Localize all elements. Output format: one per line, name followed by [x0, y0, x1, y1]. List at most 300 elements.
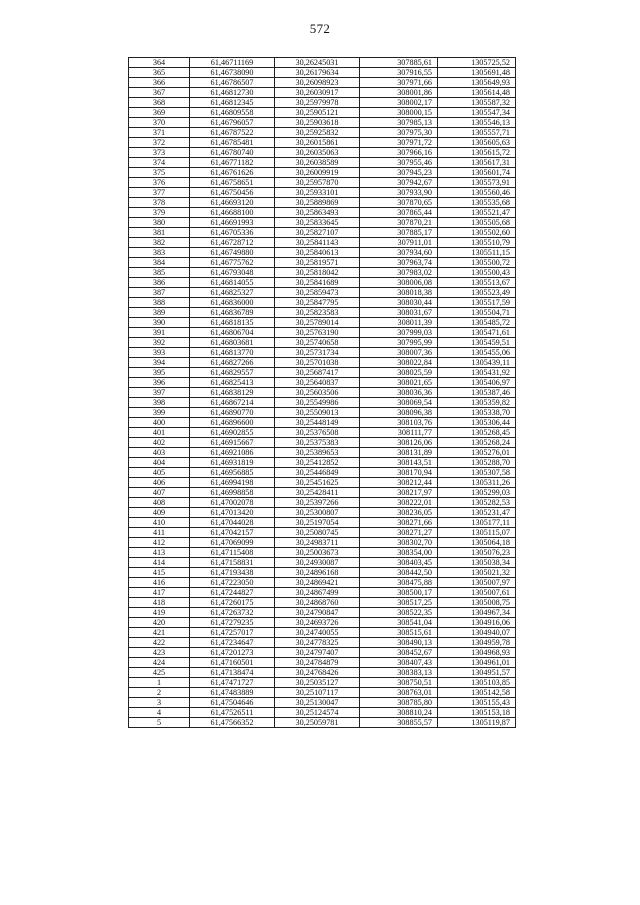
- point-number-cell: 401: [129, 428, 190, 438]
- table-row: [129, 138, 516, 148]
- y-coordinate-cell: 1305557,71: [438, 128, 516, 138]
- table-row: [129, 308, 516, 318]
- x-coordinate-cell: 308000,15: [360, 108, 438, 118]
- page-number: 572: [309, 21, 331, 36]
- longitude-cell: 30,25841689: [275, 278, 360, 288]
- point-number-cell: 410: [129, 518, 190, 528]
- y-coordinate-cell: 1305605,63: [438, 138, 516, 148]
- longitude-cell: 30,25451625: [275, 478, 360, 488]
- latitude-cell: 61,46771182: [190, 158, 275, 168]
- latitude-cell: 61,46994198: [190, 478, 275, 488]
- x-coordinate-cell: 308442,50: [360, 568, 438, 578]
- latitude-cell: 61,46836000: [190, 298, 275, 308]
- longitude-cell: 30,25446849: [275, 468, 360, 478]
- y-coordinate-cell: 1305510,79: [438, 238, 516, 248]
- y-coordinate-cell: 1305504,71: [438, 308, 516, 318]
- longitude-cell: 30,25763190: [275, 328, 360, 338]
- latitude-cell: 61,46749880: [190, 248, 275, 258]
- x-coordinate-cell: 307942,67: [360, 178, 438, 188]
- y-coordinate-cell: 1305007,97: [438, 578, 516, 588]
- x-coordinate-cell: 308103,76: [360, 418, 438, 428]
- y-coordinate-cell: 1305505,68: [438, 218, 516, 228]
- x-coordinate-cell: 308025,59: [360, 368, 438, 378]
- point-number-cell: 421: [129, 628, 190, 638]
- x-coordinate-cell: 308006,08: [360, 278, 438, 288]
- longitude-cell: 30,24869421: [275, 578, 360, 588]
- y-coordinate-cell: 1305115,07: [438, 528, 516, 538]
- table-row: [129, 468, 516, 478]
- table-row: [129, 178, 516, 188]
- table-row: [129, 488, 516, 498]
- table-row: [129, 578, 516, 588]
- longitude-cell: 30,26179634: [275, 68, 360, 78]
- point-number-cell: 409: [129, 508, 190, 518]
- table-row: [129, 118, 516, 128]
- y-coordinate-cell: 1305311,26: [438, 478, 516, 488]
- x-coordinate-cell: 308500,17: [360, 588, 438, 598]
- table-row: [129, 688, 516, 698]
- longitude-cell: 30,25080745: [275, 528, 360, 538]
- table-row: [129, 698, 516, 708]
- x-coordinate-cell: 307971,72: [360, 138, 438, 148]
- point-number-cell: 424: [129, 658, 190, 668]
- latitude-cell: 61,47504646: [190, 698, 275, 708]
- y-coordinate-cell: 1305288,70: [438, 458, 516, 468]
- point-number-cell: 417: [129, 588, 190, 598]
- x-coordinate-cell: 308302,70: [360, 538, 438, 548]
- longitude-cell: 30,25789014: [275, 318, 360, 328]
- table-row: [129, 338, 516, 348]
- point-number-cell: 367: [129, 88, 190, 98]
- latitude-cell: 61,46825413: [190, 378, 275, 388]
- x-coordinate-cell: 308031,67: [360, 308, 438, 318]
- table-row: [129, 168, 516, 178]
- point-number-cell: 382: [129, 238, 190, 248]
- longitude-cell: 30,24930087: [275, 558, 360, 568]
- longitude-cell: 30,24868760: [275, 598, 360, 608]
- y-coordinate-cell: 1305064,18: [438, 538, 516, 548]
- table-row: [129, 718, 516, 728]
- point-number-cell: 5: [129, 718, 190, 728]
- table-row: [129, 438, 516, 448]
- table-row: [129, 328, 516, 338]
- table-row: [129, 218, 516, 228]
- point-number-cell: 422: [129, 638, 190, 648]
- coordinates-table-body: [129, 58, 516, 728]
- latitude-cell: 61,46915667: [190, 438, 275, 448]
- point-number-cell: 395: [129, 368, 190, 378]
- y-coordinate-cell: 1305485,72: [438, 318, 516, 328]
- latitude-cell: 61,46775762: [190, 258, 275, 268]
- longitude-cell: 30,24797407: [275, 648, 360, 658]
- point-number-cell: 388: [129, 298, 190, 308]
- longitude-cell: 30,25701038: [275, 358, 360, 368]
- latitude-cell: 61,46812730: [190, 88, 275, 98]
- latitude-cell: 61,46806704: [190, 328, 275, 338]
- longitude-cell: 30,25823583: [275, 308, 360, 318]
- table-row: [129, 268, 516, 278]
- latitude-cell: 61,47471727: [190, 678, 275, 688]
- x-coordinate-cell: 307885,61: [360, 58, 438, 68]
- longitude-cell: 30,25003673: [275, 548, 360, 558]
- y-coordinate-cell: 1304959,78: [438, 638, 516, 648]
- longitude-cell: 30,25300807: [275, 508, 360, 518]
- latitude-cell: 61,47566352: [190, 718, 275, 728]
- y-coordinate-cell: 1305500,72: [438, 258, 516, 268]
- point-number-cell: 2: [129, 688, 190, 698]
- table-row: [129, 538, 516, 548]
- x-coordinate-cell: 308021,65: [360, 378, 438, 388]
- y-coordinate-cell: 1305614,48: [438, 88, 516, 98]
- x-coordinate-cell: 308170,94: [360, 468, 438, 478]
- x-coordinate-cell: 308143,51: [360, 458, 438, 468]
- x-coordinate-cell: 308217,97: [360, 488, 438, 498]
- x-coordinate-cell: 308541,04: [360, 618, 438, 628]
- point-number-cell: 400: [129, 418, 190, 428]
- x-coordinate-cell: 307999,03: [360, 328, 438, 338]
- x-coordinate-cell: 307916,55: [360, 68, 438, 78]
- latitude-cell: 61,46813770: [190, 348, 275, 358]
- longitude-cell: 30,25428411: [275, 488, 360, 498]
- x-coordinate-cell: 308131,89: [360, 448, 438, 458]
- longitude-cell: 30,24778325: [275, 638, 360, 648]
- point-number-cell: 416: [129, 578, 190, 588]
- table-row: [129, 98, 516, 108]
- point-number-cell: 386: [129, 278, 190, 288]
- point-number-cell: 364: [129, 58, 190, 68]
- longitude-cell: 30,25859473: [275, 288, 360, 298]
- point-number-cell: 383: [129, 248, 190, 258]
- y-coordinate-cell: 1305546,13: [438, 118, 516, 128]
- latitude-cell: 61,47044028: [190, 518, 275, 528]
- table-row: [129, 478, 516, 488]
- x-coordinate-cell: 307933,90: [360, 188, 438, 198]
- coordinates-table: [128, 57, 516, 728]
- latitude-cell: 61,46825327: [190, 288, 275, 298]
- latitude-cell: 61,47042157: [190, 528, 275, 538]
- y-coordinate-cell: 1305521,47: [438, 208, 516, 218]
- table-row: [129, 628, 516, 638]
- table-row: [129, 188, 516, 198]
- latitude-cell: 61,46705336: [190, 228, 275, 238]
- y-coordinate-cell: 1305268,24: [438, 438, 516, 448]
- latitude-cell: 61,47263732: [190, 608, 275, 618]
- longitude-cell: 30,25833645: [275, 218, 360, 228]
- x-coordinate-cell: 308810,24: [360, 708, 438, 718]
- x-coordinate-cell: 308354,00: [360, 548, 438, 558]
- x-coordinate-cell: 308022,84: [360, 358, 438, 368]
- longitude-cell: 30,25375383: [275, 438, 360, 448]
- latitude-cell: 61,47158831: [190, 558, 275, 568]
- x-coordinate-cell: 308522,35: [360, 608, 438, 618]
- latitude-cell: 61,46818135: [190, 318, 275, 328]
- latitude-cell: 61,46829557: [190, 368, 275, 378]
- y-coordinate-cell: 1304967,34: [438, 608, 516, 618]
- latitude-cell: 61,46693120: [190, 198, 275, 208]
- x-coordinate-cell: 307911,01: [360, 238, 438, 248]
- y-coordinate-cell: 1304940,07: [438, 628, 516, 638]
- point-number-cell: 369: [129, 108, 190, 118]
- latitude-cell: 61,47193438: [190, 568, 275, 578]
- y-coordinate-cell: 1304968,93: [438, 648, 516, 658]
- longitude-cell: 30,25979978: [275, 98, 360, 108]
- latitude-cell: 61,46761626: [190, 168, 275, 178]
- point-number-cell: 3: [129, 698, 190, 708]
- latitude-cell: 61,46867214: [190, 398, 275, 408]
- x-coordinate-cell: 308785,80: [360, 698, 438, 708]
- point-number-cell: 423: [129, 648, 190, 658]
- x-coordinate-cell: 308222,01: [360, 498, 438, 508]
- table-row: [129, 198, 516, 208]
- y-coordinate-cell: 1305517,59: [438, 298, 516, 308]
- y-coordinate-cell: 1305008,75: [438, 598, 516, 608]
- latitude-cell: 61,46758651: [190, 178, 275, 188]
- latitude-cell: 61,46998858: [190, 488, 275, 498]
- x-coordinate-cell: 308011,39: [360, 318, 438, 328]
- point-number-cell: 391: [129, 328, 190, 338]
- point-number-cell: 420: [129, 618, 190, 628]
- x-coordinate-cell: 308002,17: [360, 98, 438, 108]
- table-row: [129, 388, 516, 398]
- y-coordinate-cell: 1305299,03: [438, 488, 516, 498]
- table-row: [129, 78, 516, 88]
- y-coordinate-cell: 1305439,11: [438, 358, 516, 368]
- longitude-cell: 30,25509013: [275, 408, 360, 418]
- point-number-cell: 384: [129, 258, 190, 268]
- point-number-cell: 392: [129, 338, 190, 348]
- latitude-cell: 61,46838129: [190, 388, 275, 398]
- latitude-cell: 61,46750456: [190, 188, 275, 198]
- point-number-cell: 403: [129, 448, 190, 458]
- longitude-cell: 30,25603506: [275, 388, 360, 398]
- y-coordinate-cell: 1305153,18: [438, 708, 516, 718]
- longitude-cell: 30,24740055: [275, 628, 360, 638]
- latitude-cell: 61,46803681: [190, 338, 275, 348]
- longitude-cell: 30,25130047: [275, 698, 360, 708]
- table-row: [129, 418, 516, 428]
- table-row: [129, 508, 516, 518]
- y-coordinate-cell: 1305119,87: [438, 718, 516, 728]
- y-coordinate-cell: 1304951,57: [438, 668, 516, 678]
- y-coordinate-cell: 1305276,01: [438, 448, 516, 458]
- latitude-cell: 61,47223050: [190, 578, 275, 588]
- point-number-cell: 398: [129, 398, 190, 408]
- latitude-cell: 61,47013420: [190, 508, 275, 518]
- y-coordinate-cell: 1305406,97: [438, 378, 516, 388]
- point-number-cell: 404: [129, 458, 190, 468]
- point-number-cell: 414: [129, 558, 190, 568]
- table-row: [129, 708, 516, 718]
- table-row: [129, 638, 516, 648]
- y-coordinate-cell: 1305387,46: [438, 388, 516, 398]
- longitude-cell: 30,25389653: [275, 448, 360, 458]
- point-number-cell: 408: [129, 498, 190, 508]
- longitude-cell: 30,25863493: [275, 208, 360, 218]
- longitude-cell: 30,25818042: [275, 268, 360, 278]
- longitude-cell: 30,25903618: [275, 118, 360, 128]
- table-row: [129, 298, 516, 308]
- x-coordinate-cell: 307963,74: [360, 258, 438, 268]
- y-coordinate-cell: 1305231,47: [438, 508, 516, 518]
- latitude-cell: 61,46890770: [190, 408, 275, 418]
- y-coordinate-cell: 1305649,93: [438, 78, 516, 88]
- y-coordinate-cell: 1305142,58: [438, 688, 516, 698]
- table-row: [129, 348, 516, 358]
- latitude-cell: 61,47201273: [190, 648, 275, 658]
- longitude-cell: 30,24693726: [275, 618, 360, 628]
- point-number-cell: 405: [129, 468, 190, 478]
- y-coordinate-cell: 1305282,53: [438, 498, 516, 508]
- x-coordinate-cell: 308517,25: [360, 598, 438, 608]
- table-row: [129, 598, 516, 608]
- latitude-cell: 61,47002078: [190, 498, 275, 508]
- y-coordinate-cell: 1305587,32: [438, 98, 516, 108]
- latitude-cell: 61,47138474: [190, 668, 275, 678]
- longitude-cell: 30,25933101: [275, 188, 360, 198]
- x-coordinate-cell: 308096,38: [360, 408, 438, 418]
- x-coordinate-cell: 308271,66: [360, 518, 438, 528]
- y-coordinate-cell: 1305038,34: [438, 558, 516, 568]
- y-coordinate-cell: 1305007,61: [438, 588, 516, 598]
- y-coordinate-cell: 1305601,74: [438, 168, 516, 178]
- longitude-cell: 30,25376508: [275, 428, 360, 438]
- point-number-cell: 372: [129, 138, 190, 148]
- table-row: [129, 318, 516, 328]
- longitude-cell: 30,25925832: [275, 128, 360, 138]
- longitude-cell: 30,25412852: [275, 458, 360, 468]
- point-number-cell: 380: [129, 218, 190, 228]
- latitude-cell: 61,46793048: [190, 268, 275, 278]
- table-row: [129, 518, 516, 528]
- table-row: [129, 408, 516, 418]
- y-coordinate-cell: 1305615,72: [438, 148, 516, 158]
- point-number-cell: 4: [129, 708, 190, 718]
- latitude-cell: 61,46785481: [190, 138, 275, 148]
- longitude-cell: 30,24867499: [275, 588, 360, 598]
- x-coordinate-cell: 308403,45: [360, 558, 438, 568]
- longitude-cell: 30,24790847: [275, 608, 360, 618]
- longitude-cell: 30,25840613: [275, 248, 360, 258]
- longitude-cell: 30,25107117: [275, 688, 360, 698]
- table-row: [129, 88, 516, 98]
- longitude-cell: 30,25957870: [275, 178, 360, 188]
- latitude-cell: 61,46786507: [190, 78, 275, 88]
- y-coordinate-cell: 1305455,06: [438, 348, 516, 358]
- table-row: [129, 228, 516, 238]
- x-coordinate-cell: 307934,60: [360, 248, 438, 258]
- latitude-cell: 61,46836789: [190, 308, 275, 318]
- y-coordinate-cell: 1305691,48: [438, 68, 516, 78]
- latitude-cell: 61,47483889: [190, 688, 275, 698]
- x-coordinate-cell: 308018,38: [360, 288, 438, 298]
- y-coordinate-cell: 1305268,45: [438, 428, 516, 438]
- x-coordinate-cell: 307971,66: [360, 78, 438, 88]
- longitude-cell: 30,26015861: [275, 138, 360, 148]
- longitude-cell: 30,25549986: [275, 398, 360, 408]
- table-row: [129, 568, 516, 578]
- longitude-cell: 30,25640837: [275, 378, 360, 388]
- latitude-cell: 61,46787522: [190, 128, 275, 138]
- table-row: [129, 618, 516, 628]
- table-row: [129, 258, 516, 268]
- longitude-cell: 30,25035127: [275, 678, 360, 688]
- longitude-cell: 30,24983711: [275, 538, 360, 548]
- x-coordinate-cell: 308452,67: [360, 648, 438, 658]
- latitude-cell: 61,47279235: [190, 618, 275, 628]
- point-number-cell: 413: [129, 548, 190, 558]
- latitude-cell: 61,46711169: [190, 58, 275, 68]
- point-number-cell: 406: [129, 478, 190, 488]
- latitude-cell: 61,46896600: [190, 418, 275, 428]
- x-coordinate-cell: 308383,13: [360, 668, 438, 678]
- point-number-cell: 366: [129, 78, 190, 88]
- point-number-cell: 419: [129, 608, 190, 618]
- table-row: [129, 128, 516, 138]
- point-number-cell: 397: [129, 388, 190, 398]
- point-number-cell: 375: [129, 168, 190, 178]
- point-number-cell: 378: [129, 198, 190, 208]
- x-coordinate-cell: 307945,23: [360, 168, 438, 178]
- y-coordinate-cell: 1305547,34: [438, 108, 516, 118]
- x-coordinate-cell: 308030,44: [360, 298, 438, 308]
- y-coordinate-cell: 1305177,11: [438, 518, 516, 528]
- point-number-cell: 415: [129, 568, 190, 578]
- table-row: [129, 528, 516, 538]
- longitude-cell: 30,25687417: [275, 368, 360, 378]
- x-coordinate-cell: 308475,88: [360, 578, 438, 588]
- point-number-cell: 411: [129, 528, 190, 538]
- x-coordinate-cell: 307885,17: [360, 228, 438, 238]
- y-coordinate-cell: 1305617,31: [438, 158, 516, 168]
- x-coordinate-cell: 308515,61: [360, 628, 438, 638]
- point-number-cell: 379: [129, 208, 190, 218]
- x-coordinate-cell: 308212,44: [360, 478, 438, 488]
- longitude-cell: 30,26030917: [275, 88, 360, 98]
- longitude-cell: 30,25847795: [275, 298, 360, 308]
- point-number-cell: 370: [129, 118, 190, 128]
- x-coordinate-cell: 308036,36: [360, 388, 438, 398]
- y-coordinate-cell: 1304961,01: [438, 658, 516, 668]
- y-coordinate-cell: 1305307,58: [438, 468, 516, 478]
- longitude-cell: 30,25905121: [275, 108, 360, 118]
- latitude-cell: 61,46809558: [190, 108, 275, 118]
- longitude-cell: 30,25827107: [275, 228, 360, 238]
- y-coordinate-cell: 1305511,15: [438, 248, 516, 258]
- y-coordinate-cell: 1305573,91: [438, 178, 516, 188]
- latitude-cell: 61,46796057: [190, 118, 275, 128]
- table-row: [129, 148, 516, 158]
- table-row: [129, 378, 516, 388]
- table-row: [129, 248, 516, 258]
- latitude-cell: 61,46780740: [190, 148, 275, 158]
- longitude-cell: 30,25197054: [275, 518, 360, 528]
- latitude-cell: 61,46902855: [190, 428, 275, 438]
- x-coordinate-cell: 308001,86: [360, 88, 438, 98]
- y-coordinate-cell: 1305502,60: [438, 228, 516, 238]
- latitude-cell: 61,47526511: [190, 708, 275, 718]
- x-coordinate-cell: 307985,13: [360, 118, 438, 128]
- longitude-cell: 30,24784879: [275, 658, 360, 668]
- longitude-cell: 30,26245031: [275, 58, 360, 68]
- y-coordinate-cell: 1304916,06: [438, 618, 516, 628]
- point-number-cell: 373: [129, 148, 190, 158]
- x-coordinate-cell: 307955,46: [360, 158, 438, 168]
- x-coordinate-cell: 308407,43: [360, 658, 438, 668]
- table-row: [129, 58, 516, 68]
- point-number-cell: 425: [129, 668, 190, 678]
- y-coordinate-cell: 1305535,68: [438, 198, 516, 208]
- x-coordinate-cell: 308126,06: [360, 438, 438, 448]
